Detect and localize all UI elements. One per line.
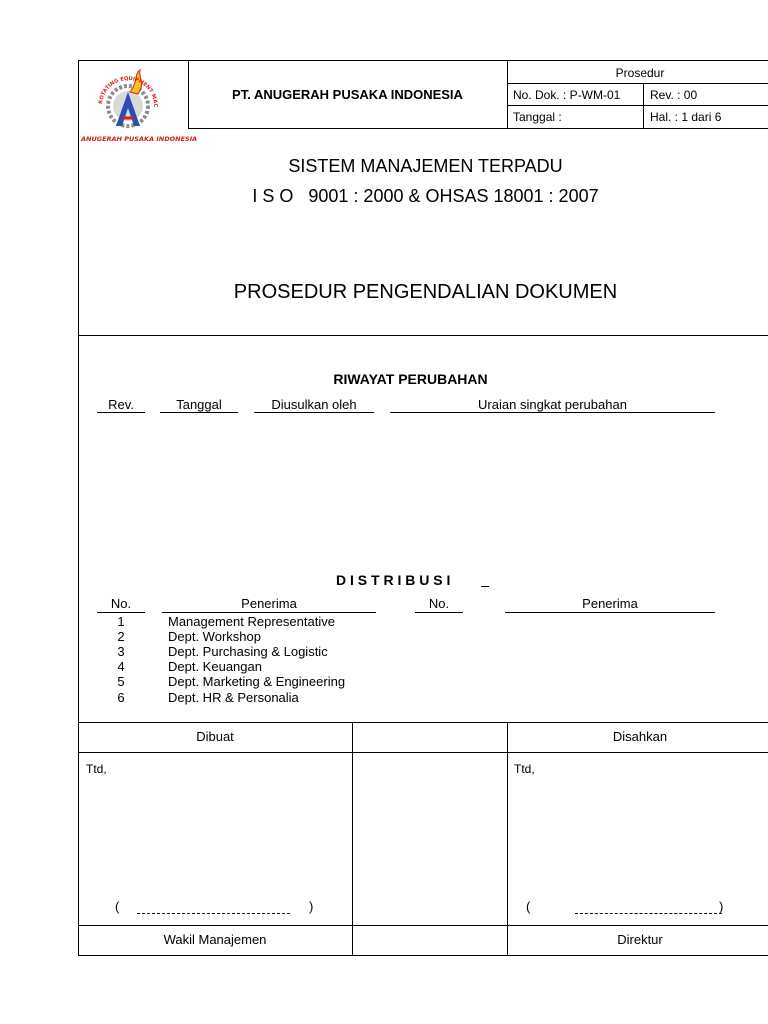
- col-tanggal-underline: [160, 412, 238, 413]
- dist-row-no: 2: [117, 629, 125, 644]
- dist-row-penerima: Dept. HR & Personalia: [168, 690, 299, 705]
- dist-col-penerima-1-underline: [162, 612, 376, 613]
- col-diusulkan: Diusulkan oleh: [271, 397, 357, 412]
- signature-right-paren-close: ): [719, 899, 724, 914]
- signature-left-label: Ttd,: [86, 762, 107, 776]
- approval-divider-1: [352, 722, 353, 956]
- dist-row-penerima: Management Representative: [168, 614, 335, 629]
- doc-date: Tanggal :: [513, 110, 562, 124]
- page-count: Hal. : 1 dari 6: [650, 110, 722, 124]
- col-uraian: Uraian singkat perubahan: [478, 397, 627, 412]
- doc-type: Prosedur: [615, 66, 665, 80]
- signature-left-paren-open: (: [115, 899, 120, 914]
- dist-row-penerima: Dept. Keuangan: [168, 659, 262, 674]
- approved-by-label: Disahkan: [612, 729, 668, 744]
- procedure-title: PROSEDUR PENGENDALIAN DOKUMEN: [233, 281, 618, 303]
- iso-standard-title: I S O 9001 : 2000 & OHSAS 18001 : 2007: [252, 186, 599, 206]
- distribution-heading: D I S T R I B U S I: [336, 572, 451, 588]
- dist-row-penerima: Dept. Marketing & Engineering: [168, 674, 346, 689]
- dist-row-penerima: Dept. Workshop: [168, 629, 261, 644]
- dist-col-penerima-1: Penerima: [241, 596, 297, 611]
- doc-number: No. Dok. : P-WM-01: [513, 88, 621, 102]
- header-bottom-line: [188, 128, 768, 129]
- role-right: Direktur: [617, 932, 663, 947]
- logo-arc-text: ROTATING EQUIPMENT MAC: [98, 75, 159, 108]
- col-tanggal: Tanggal: [176, 397, 222, 412]
- signature-left-paren-close: ): [309, 899, 314, 914]
- title-bottom-line: [78, 335, 768, 336]
- logo-company-name: ANUGERAH PUSAKA INDONESIA: [81, 135, 198, 143]
- header-row-line-2: [507, 105, 768, 106]
- signature-right-label: Ttd,: [514, 762, 535, 776]
- role-left: Wakil Manajemen: [163, 932, 267, 947]
- dist-col-no-1: No.: [110, 596, 132, 611]
- col-rev: Rev.: [108, 397, 134, 412]
- dist-row-no: 6: [117, 690, 125, 705]
- revision-history-heading: RIWAYAT PERUBAHAN: [333, 371, 488, 387]
- approval-header-line: [78, 752, 768, 753]
- dist-row-penerima: Dept. Purchasing & Logistic: [168, 644, 328, 659]
- made-by-label: Dibuat: [196, 729, 234, 744]
- header-divider-1: [188, 60, 189, 128]
- col-rev-underline: [97, 412, 145, 413]
- approval-footer-line: [78, 925, 768, 926]
- dist-row-no: 4: [117, 659, 125, 674]
- frame-bottom-line: [78, 955, 768, 956]
- frame-top-line: [78, 60, 768, 61]
- revision-number: Rev. : 00: [650, 88, 698, 102]
- dist-row-no: 1: [117, 614, 125, 629]
- dist-col-penerima-2-underline: [505, 612, 715, 613]
- header-row-line-1: [507, 83, 768, 84]
- signature-left-line: [137, 913, 290, 914]
- signature-right-paren-open: (: [526, 899, 531, 914]
- signature-right-line: [575, 913, 722, 914]
- col-uraian-underline: [390, 412, 715, 413]
- dist-col-no-2-underline: [415, 612, 463, 613]
- col-diusulkan-underline: [254, 412, 374, 413]
- approval-divider-2: [507, 722, 508, 956]
- system-title: SISTEM MANAJEMEN TERPADU: [288, 156, 563, 176]
- dist-col-penerima-2: Penerima: [582, 596, 638, 611]
- dist-row-no: 5: [117, 674, 125, 689]
- dist-col-no-1-underline: [97, 612, 145, 613]
- company-name: PT. ANUGERAH PUSAKA INDONESIA: [232, 87, 463, 102]
- approval-top-line: [78, 722, 768, 723]
- dist-col-no-2: No.: [428, 596, 450, 611]
- dist-row-no: 3: [117, 644, 125, 659]
- distribution-heading-underline: [481, 586, 489, 587]
